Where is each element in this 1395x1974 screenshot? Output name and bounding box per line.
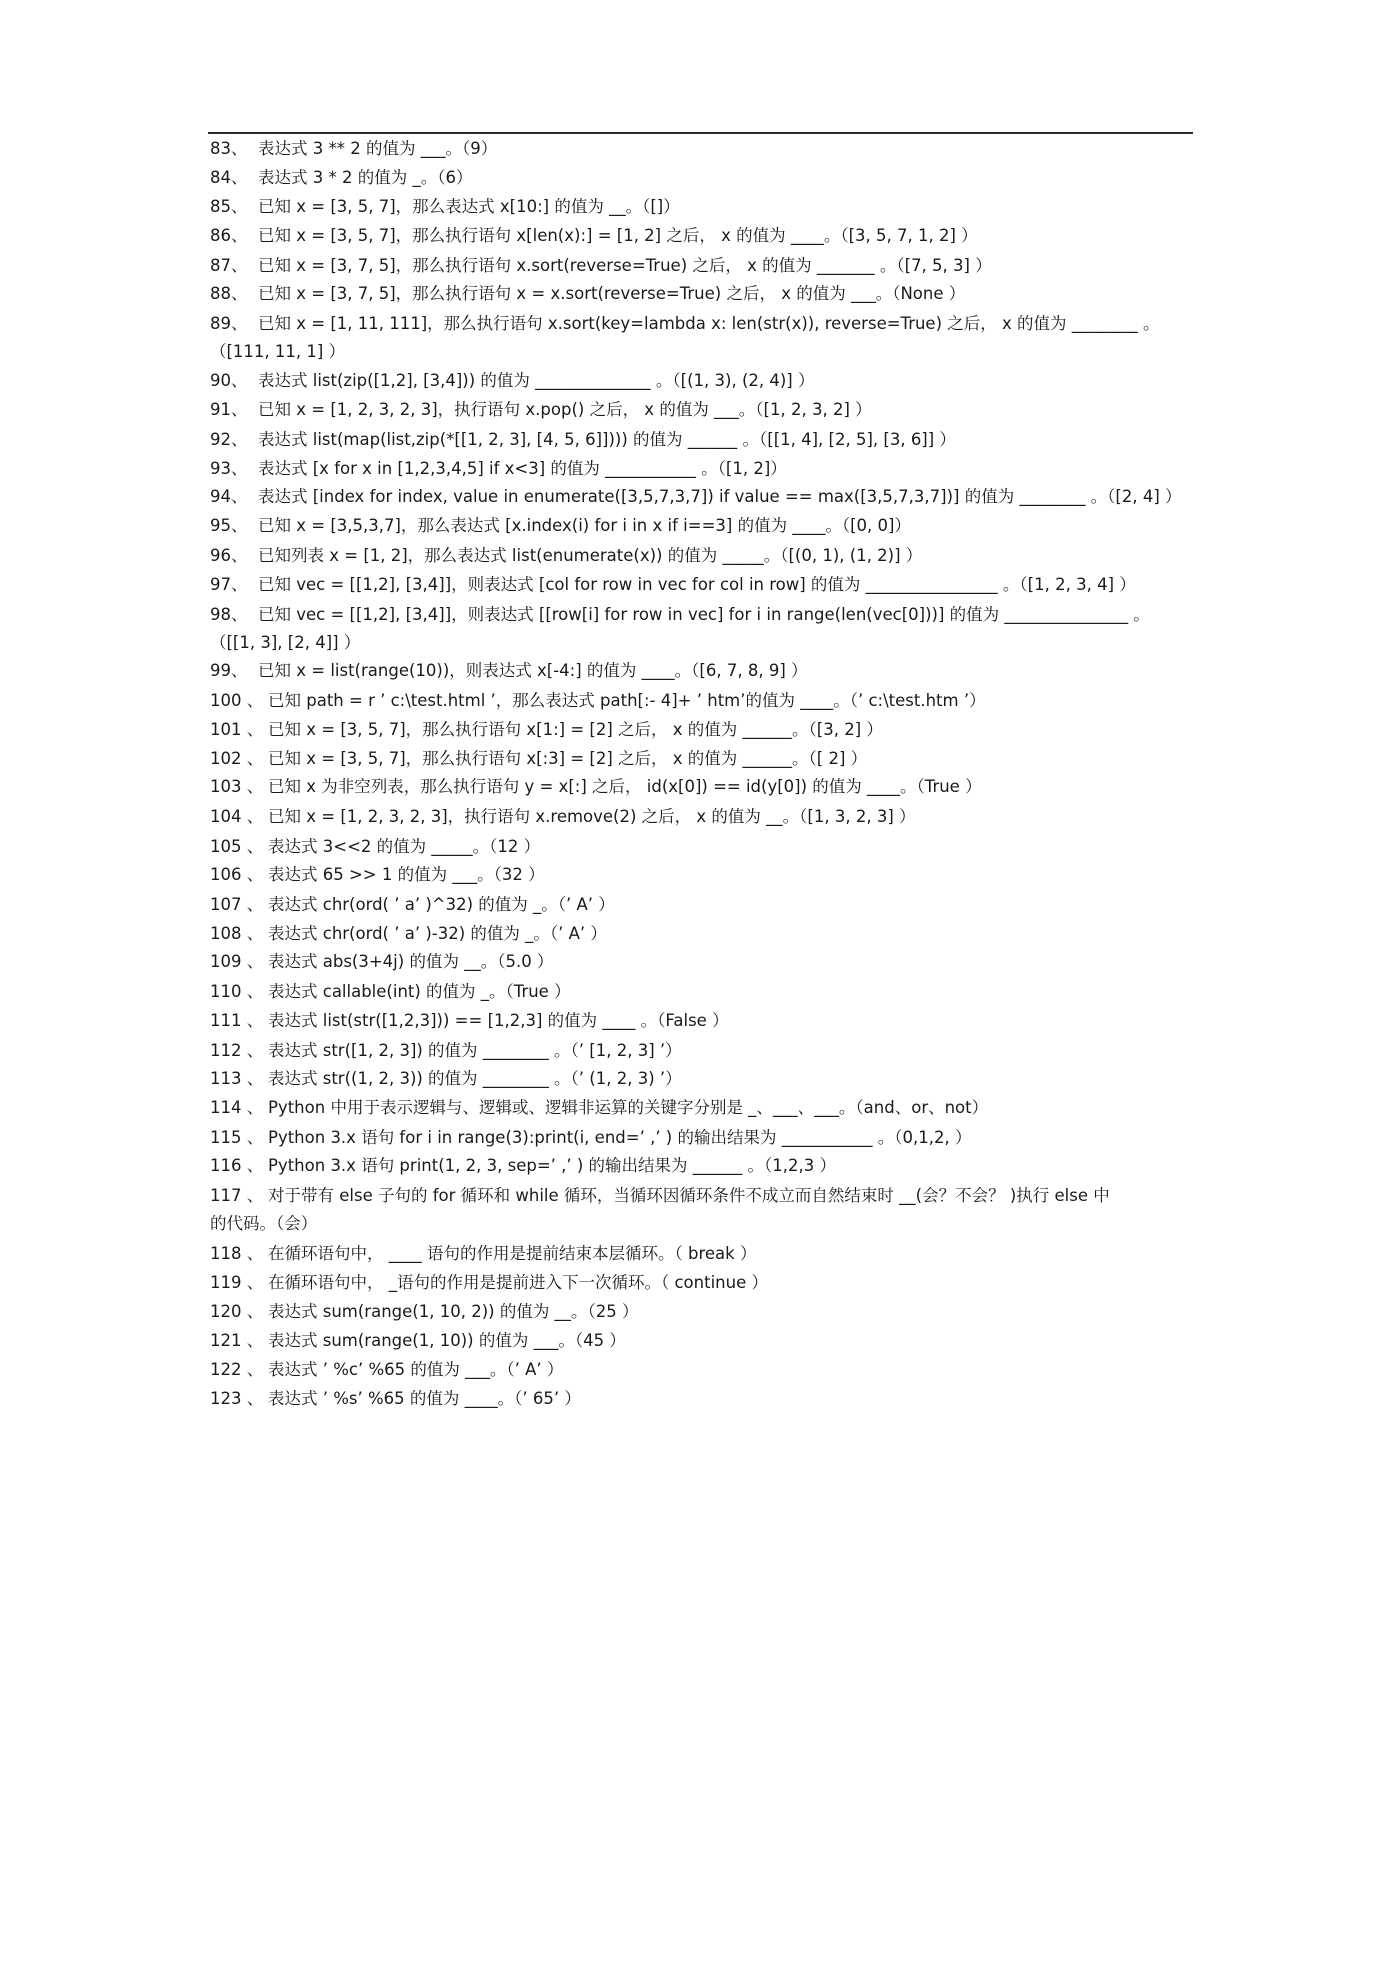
question-text: 已知 x = [1, 2, 3, 2, 3]，执行语句 x.remove(2) 之后， x 的值为 __。（[1, 3, 2, 3] ） bbox=[268, 807, 916, 826]
question-number: 121 、 bbox=[210, 1331, 264, 1350]
question-text: 表达式 3<<2 的值为 _____。（12 ） bbox=[268, 837, 541, 856]
question-number: 120 、 bbox=[210, 1302, 264, 1321]
question-number: 114 、 bbox=[210, 1098, 264, 1117]
question-number: 116 、 bbox=[210, 1156, 264, 1175]
question-number: 86、 bbox=[210, 226, 248, 245]
question-text-continued: （[111, 11, 1] ） bbox=[210, 342, 346, 361]
question-number: 123 、 bbox=[210, 1389, 264, 1408]
question-text: 表达式 3 ** 2 的值为 ___。（9） bbox=[258, 139, 498, 158]
question-text: 已知 vec = [[1,2], [3,4]]，则表达式 [[row[i] for row in vec] for i in range(len(vec[0]))] 的值为 _______________ 。 bbox=[258, 605, 1150, 624]
question-number: 113 、 bbox=[210, 1069, 264, 1088]
question-text: 在循环语句中， _语句的作用是提前进入下一次循环。（ continue ） bbox=[268, 1273, 768, 1292]
question-number: 90、 bbox=[210, 371, 248, 390]
question-text: 表达式 3 * 2 的值为 _。（6） bbox=[258, 168, 473, 187]
question-text: 已知 x 为非空列表，那么执行语句 y = x[:] 之后， id(x[0]) == id(y[0]) 的值为 ____。（True ） bbox=[268, 777, 982, 796]
question-text: 已知 x = [3, 7, 5]，那么执行语句 x = x.sort(reverse=True) 之后， x 的值为 ___。（None ） bbox=[258, 284, 966, 303]
question-text: 已知列表 x = [1, 2]，那么表达式 list(enumerate(x)) 的值为 _____。（[(0, 1), (1, 2)] ） bbox=[258, 546, 923, 565]
question-text: 已知 x = [3, 5, 7]，那么执行语句 x[len(x):] = [1, 2] 之后， x 的值为 ____。（[3, 5, 7, 1, 2] ） bbox=[258, 226, 978, 245]
question-text: 已知 x = [3, 5, 7]，那么执行语句 x[1:] = [2] 之后， x 的值为 ______。（[3, 2] ） bbox=[268, 720, 883, 739]
question-number: 88、 bbox=[210, 284, 248, 303]
question-number: 102 、 bbox=[210, 749, 264, 768]
question-text: 表达式 chr(ord( ’ a’ )-32) 的值为 _。（’ A’ ） bbox=[268, 924, 607, 943]
question-text: 表达式 chr(ord( ’ a’ )^32) 的值为 _。（’ A’ ） bbox=[268, 895, 615, 914]
question-number: 100 、 bbox=[210, 691, 264, 710]
question-text: 已知 x = [3, 7, 5]，那么执行语句 x.sort(reverse=True) 之后， x 的值为 _______ 。（[7, 5, 3] ） bbox=[258, 256, 992, 275]
question-number: 83、 bbox=[210, 139, 248, 158]
question-number: 105 、 bbox=[210, 837, 264, 856]
question-number: 107 、 bbox=[210, 895, 264, 914]
question-text: 表达式 sum(range(1, 10, 2)) 的值为 __。（25 ） bbox=[268, 1302, 639, 1321]
question-text: 表达式 [index for index, value in enumerate([3,5,7,3,7]) if value == max([3,5,7,3,7])] 的值为 ________ 。（[2, 4] ） bbox=[258, 487, 1182, 506]
question-text: 表达式 list(str([1,2,3])) == [1,2,3] 的值为 ____ 。（False ） bbox=[268, 1011, 729, 1030]
question-number: 97、 bbox=[210, 575, 248, 594]
question-number: 94、 bbox=[210, 487, 248, 506]
question-text: 已知 x = [3,5,3,7]，那么表达式 [x.index(i) for i in x if i==3] 的值为 ____。（[0, 0]） bbox=[258, 516, 911, 535]
question-text-continued: 的代码。（会） bbox=[210, 1214, 318, 1233]
question-text: 表达式 [x for x in [1,2,3,4,5] if x<3] 的值为 ___________ 。（[1, 2]） bbox=[258, 459, 787, 478]
question-text: 表达式 abs(3+4j) 的值为 __。（5.0 ） bbox=[268, 952, 554, 971]
question-text: 表达式 ’ %c’ %65 的值为 ___。（’ A’ ） bbox=[268, 1360, 564, 1379]
question-text: 表达式 sum(range(1, 10)) 的值为 ___。（45 ） bbox=[268, 1331, 626, 1350]
question-number: 106 、 bbox=[210, 865, 264, 884]
question-number: 104 、 bbox=[210, 807, 264, 826]
question-number: 91、 bbox=[210, 400, 248, 419]
question-text: 在循环语句中， ____ 语句的作用是提前结束本层循环。（ break ） bbox=[268, 1244, 757, 1263]
question-text: 已知 vec = [[1,2], [3,4]]，则表达式 [col for row in vec for col in row] 的值为 ________________ 。（[1, 2, 3, 4] ） bbox=[258, 575, 1136, 594]
question-number: 108 、 bbox=[210, 924, 264, 943]
question-123 bbox=[210, 1381, 1200, 1417]
question-number: 87、 bbox=[210, 256, 248, 275]
question-text: Python 3.x 语句 for i in range(3):print(i, end=’ ,’ ) 的输出结果为 ___________ 。（0,1,2, ） bbox=[268, 1128, 972, 1147]
question-text: 表达式 65 >> 1 的值为 ___。（32 ） bbox=[268, 865, 545, 884]
question-number: 84、 bbox=[210, 168, 248, 187]
question-text: 表达式 callable(int) 的值为 _。（True ） bbox=[268, 982, 571, 1001]
question-number: 115 、 bbox=[210, 1128, 264, 1147]
question-number: 118 、 bbox=[210, 1244, 264, 1263]
question-text: 已知 x = [1, 2, 3, 2, 3]，执行语句 x.pop() 之后， x 的值为 ___。（[1, 2, 3, 2] ） bbox=[258, 400, 872, 419]
question-number: 110 、 bbox=[210, 982, 264, 1001]
question-text: 表达式 ’ %s’ %65 的值为 ____。（’ 65’ ） bbox=[268, 1389, 581, 1408]
question-text: Python 中用于表示逻辑与、逻辑或、逻辑非运算的关键字分别是 _、___、___。（and、or、not） bbox=[268, 1098, 989, 1117]
question-text: 表达式 list(map(list,zip(*[[1, 2, 3], [4, 5, 6]]))) 的值为 ______ 。（[[1, 4], [2, 5], [3, 6]] ） bbox=[258, 430, 956, 449]
question-text: 表达式 str([1, 2, 3]) 的值为 ________ 。（’ [1, 2, 3] ’） bbox=[268, 1041, 682, 1060]
question-text: 表达式 str((1, 2, 3)) 的值为 ________ 。（’ (1, 2, 3) ’） bbox=[268, 1069, 682, 1088]
question-text: 已知 x = [1, 11, 111]，那么执行语句 x.sort(key=lambda x: len(str(x)), reverse=True) 之后， x 的值为 ________ 。 bbox=[258, 314, 1160, 333]
question-number: 103 、 bbox=[210, 777, 264, 796]
question-number: 96、 bbox=[210, 546, 248, 565]
question-text: 已知 x = [3, 5, 7]，那么表达式 x[10:] 的值为 __。（[]） bbox=[258, 197, 680, 216]
question-text: 已知 x = [3, 5, 7]，那么执行语句 x[:3] = [2] 之后， x 的值为 ______。（[ 2] ） bbox=[268, 749, 868, 768]
question-number: 109 、 bbox=[210, 952, 264, 971]
question-text: 已知 path = r ’ c:\test.html ’，那么表达式 path[:- 4]+ ’ htm’的值为 ____。（’ c:\test.htm ’） bbox=[268, 691, 986, 710]
question-text: 已知 x = list(range(10))，则表达式 x[-4:] 的值为 ____。（[6, 7, 8, 9] ） bbox=[258, 661, 808, 680]
question-number: 98、 bbox=[210, 605, 248, 624]
question-number: 85、 bbox=[210, 197, 248, 216]
question-text-continued: （[[1, 3], [2, 4]] ） bbox=[210, 633, 361, 652]
question-text: Python 3.x 语句 print(1, 2, 3, sep=’ ,’ ) 的输出结果为 ______ 。（1,2,3 ） bbox=[268, 1156, 837, 1175]
question-number: 101 、 bbox=[210, 720, 264, 739]
question-number: 111 、 bbox=[210, 1011, 264, 1030]
question-number: 93、 bbox=[210, 459, 248, 478]
question-number: 112 、 bbox=[210, 1041, 264, 1060]
question-number: 95、 bbox=[210, 516, 248, 535]
question-number: 99、 bbox=[210, 661, 248, 680]
question-number: 89、 bbox=[210, 314, 248, 333]
question-text: 对于带有 else 子句的 for 循环和 while 循环，当循环因循环条件不成立而自然结束时 __(会？不会？ )执行 else 中 bbox=[268, 1186, 1110, 1205]
question-text: 表达式 list(zip([1,2], [3,4])) 的值为 ______________ 。（[(1, 3), (2, 4)] ） bbox=[258, 371, 815, 390]
question-number: 92、 bbox=[210, 430, 248, 449]
question-number: 122 、 bbox=[210, 1360, 264, 1379]
question-number: 117 、 bbox=[210, 1186, 264, 1205]
question-number: 119 、 bbox=[210, 1273, 264, 1292]
